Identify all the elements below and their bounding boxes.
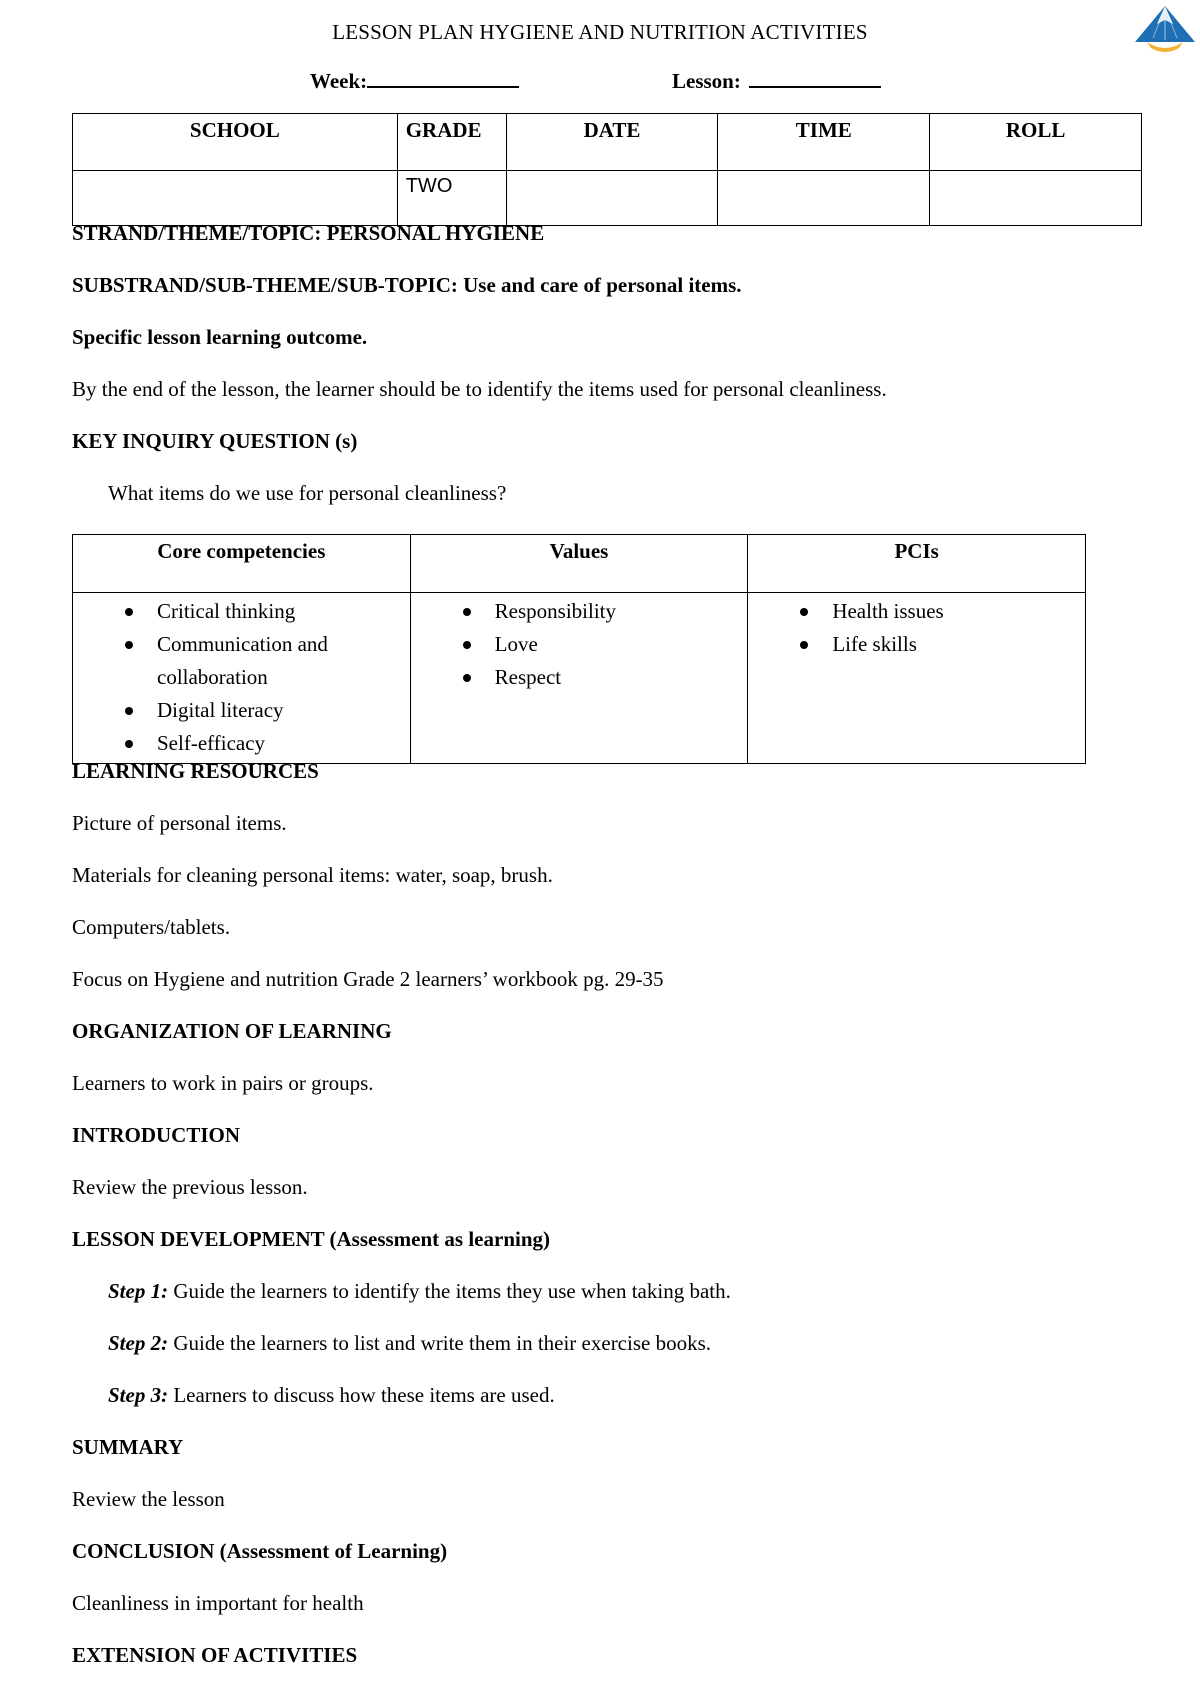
list-item: Health issues (832, 595, 1085, 628)
step-label: Step 2: (108, 1331, 169, 1355)
competencies-header-row (73, 535, 1086, 593)
info-header-school: SCHOOL (73, 114, 398, 171)
info-cell-roll (930, 171, 1142, 226)
introduction-text: Review the previous lesson. (72, 1175, 308, 1199)
resources-heading: LEARNING RESOURCES (72, 759, 319, 783)
info-table-header-row (73, 114, 1142, 171)
list-item: Digital literacy (157, 694, 410, 727)
list-item: Responsibility (495, 595, 748, 628)
pcis-cell (748, 593, 1086, 764)
list-item: Life skills (832, 628, 1085, 661)
pcis-list (748, 595, 1085, 661)
core-competencies-list (73, 595, 410, 760)
conclusion-heading-note: (Assessment of Learning) (219, 1539, 448, 1563)
outcome-heading: Specific lesson learning outcome. (72, 325, 368, 349)
info-header-roll: ROLL (930, 114, 1142, 171)
info-table (72, 113, 1142, 226)
lesson-label: Lesson: (672, 69, 741, 93)
strand-label: STRAND/THEME/TOPIC: (72, 221, 322, 245)
summary-heading: SUMMARY (72, 1435, 184, 1459)
list-item: Communication and (157, 628, 410, 661)
week-label: Week: (310, 69, 368, 93)
resource-item: Materials for cleaning personal items: water, soap, brush. (72, 863, 553, 887)
info-header-date: DATE (506, 114, 718, 171)
summary-text: Review the lesson (72, 1487, 225, 1511)
info-table-row (73, 171, 1142, 226)
step-text: Guide the learners to identify the items they use when taking bath. (168, 1279, 731, 1303)
introduction-heading: INTRODUCTION (72, 1123, 241, 1147)
organization-text: Learners to work in pairs or groups. (72, 1071, 374, 1095)
list-item: Respect (495, 661, 748, 694)
inquiry-question: What items do we use for personal cleanliness? (108, 481, 507, 505)
step-text: Guide the learners to list and write them in their exercise books. (168, 1331, 712, 1355)
strand-line (72, 221, 544, 246)
substrand-value: Use and care of personal items. (457, 273, 742, 297)
step-line (108, 1331, 711, 1356)
lesson-blank (749, 68, 881, 88)
document-title: LESSON PLAN HYGIENE AND NUTRITION ACTIVITIES (332, 20, 868, 44)
step-line (108, 1279, 731, 1304)
competencies-body-row (73, 593, 1086, 764)
development-heading (72, 1227, 550, 1252)
competencies-table (72, 534, 1086, 764)
values-cell (410, 593, 748, 764)
conclusion-heading (72, 1539, 447, 1564)
extension-heading: EXTENSION OF ACTIVITIES (72, 1643, 358, 1667)
week-blank (367, 68, 519, 88)
resource-item: Picture of personal items. (72, 811, 287, 835)
strand-value: PERSONAL HYGIENE (321, 221, 545, 245)
conclusion-text: Cleanliness in important for health (72, 1591, 364, 1615)
step-line (108, 1383, 555, 1408)
substrand-line (72, 273, 742, 298)
info-cell-date (506, 171, 718, 226)
values-header: Values (410, 535, 748, 593)
list-item: Critical thinking (157, 595, 410, 628)
pcis-header: PCIs (748, 535, 1086, 593)
info-cell-grade: TWO (397, 171, 506, 226)
development-heading-text: LESSON DEVELOPMENT (72, 1227, 325, 1251)
resource-item: Computers/tablets. (72, 915, 231, 939)
resource-item: Focus on Hygiene and nutrition Grade 2 learners’ workbook pg. 29-35 (72, 967, 664, 991)
conclusion-heading-text: CONCLUSION (72, 1539, 215, 1563)
development-heading-note: (Assessment as learning) (329, 1227, 551, 1251)
list-item-continuation: collaboration (157, 665, 268, 689)
outcome-text: By the end of the lesson, the learner should be to identify the items used for personal cleanliness. (72, 377, 887, 401)
substrand-label: SUBSTRAND/SUB-THEME/SUB-TOPIC: (72, 273, 458, 297)
step-label: Step 3: (108, 1383, 169, 1407)
info-cell-time (718, 171, 930, 226)
info-header-grade: GRADE (397, 114, 506, 171)
list-item: Self-efficacy (157, 727, 410, 760)
list-item: Love (495, 628, 748, 661)
inquiry-heading: KEY INQUIRY QUESTION (s) (72, 429, 358, 453)
info-cell-school (73, 171, 398, 226)
step-label: Step 1: (108, 1279, 169, 1303)
step-text: Learners to discuss how these items are used. (168, 1383, 555, 1407)
core-competencies-header: Core competencies (73, 535, 411, 593)
week-field (310, 68, 519, 94)
core-competencies-cell (73, 593, 411, 764)
lesson-field (672, 68, 881, 94)
values-list (411, 595, 748, 694)
info-header-time: TIME (718, 114, 930, 171)
organization-heading: ORGANIZATION OF LEARNING (72, 1019, 392, 1043)
